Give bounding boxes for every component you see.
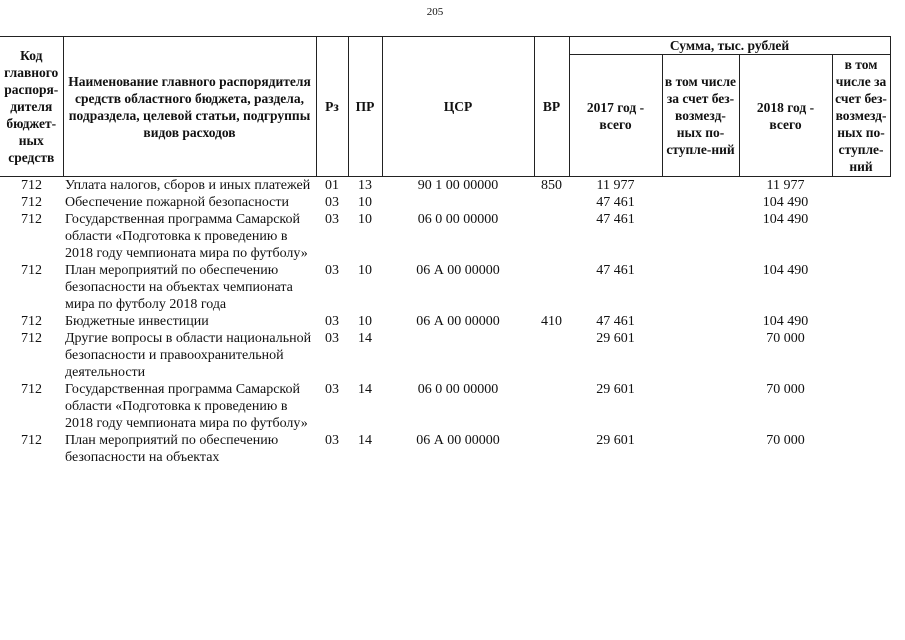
row-vr — [534, 330, 569, 381]
row-2018-gratuitous — [832, 313, 890, 330]
row-2017-gratuitous — [662, 330, 739, 381]
row-csr: 06 А 00 00000 — [416, 263, 500, 278]
row-2017-total: 29 601 — [596, 382, 635, 397]
row-2017-total: 11 977 — [596, 178, 635, 193]
row-2018-gratuitous — [832, 262, 890, 313]
table-row — [0, 330, 890, 381]
row-vr: 850 — [541, 178, 562, 193]
row-2017-gratuitous — [662, 313, 739, 330]
row-2017-total: 47 461 — [596, 314, 635, 329]
row-csr — [382, 194, 534, 211]
row-pr: 10 — [358, 314, 372, 329]
row-csr — [382, 330, 534, 381]
row-name: Государственная программа Самарской области «Подготовка к проведению в 2018 году чемпионата мира по футболу» — [65, 212, 308, 261]
row-2017-total: 29 601 — [596, 331, 635, 346]
row-2018-total: 11 977 — [766, 178, 805, 193]
row-vr — [534, 432, 569, 466]
row-2017-total: 47 461 — [596, 195, 635, 210]
header-pr: ПР — [348, 37, 382, 177]
row-vr: 410 — [541, 314, 562, 329]
row-name: Бюджетные инвестиции — [65, 314, 209, 329]
row-pr: 14 — [358, 331, 372, 346]
row-2018-gratuitous — [832, 177, 890, 195]
row-kod: 712 — [21, 382, 42, 397]
budget-table — [0, 36, 891, 466]
row-kod: 712 — [21, 212, 42, 227]
row-name: План мероприятий по обеспечению безопасности на объектах чемпионата мира по футболу 2018 года — [65, 263, 293, 312]
header-2017-total: 2017 год - всего — [569, 55, 662, 177]
row-name: Уплата налогов, сборов и иных платежей — [65, 178, 311, 193]
table-row — [0, 262, 890, 313]
row-kod: 712 — [21, 178, 42, 193]
row-pr: 10 — [358, 195, 372, 210]
row-kod: 712 — [21, 263, 42, 278]
table-row — [0, 194, 890, 211]
row-kod: 712 — [21, 195, 42, 210]
row-csr: 06 А 00 00000 — [416, 433, 500, 448]
header-2018-total: 2018 год - всего — [739, 55, 832, 177]
row-name: Государственная программа Самарской области «Подготовка к проведению в 2018 году чемпионата мира по футболу» — [65, 382, 308, 431]
header-2018-gratuitous: в том числе за счет без-возмезд-ных по-ступле-ний — [832, 55, 890, 177]
row-2018-total: 104 490 — [762, 195, 809, 210]
page-number: 205 — [426, 6, 444, 18]
row-2018-gratuitous — [832, 194, 890, 211]
table-header — [0, 37, 890, 177]
row-csr: 06 0 00 00000 — [417, 212, 499, 227]
row-2018-total: 70 000 — [766, 331, 805, 346]
row-pr: 10 — [358, 212, 372, 227]
row-2017-total: 47 461 — [596, 212, 635, 227]
row-vr — [534, 381, 569, 432]
row-2017-gratuitous — [662, 177, 739, 195]
row-pr: 14 — [358, 382, 372, 397]
row-vr — [534, 194, 569, 211]
table-row — [0, 313, 890, 330]
table-row — [0, 381, 890, 432]
row-kod: 712 — [21, 433, 42, 448]
row-2018-total: 104 490 — [762, 263, 809, 278]
row-rz: 03 — [325, 195, 339, 210]
header-name: Наименование главного распорядителя средств областного бюджета, раздела, подраздела, целевой статьи, подгруппы видов расходов — [63, 37, 316, 177]
row-pr: 10 — [358, 263, 372, 278]
row-2018-gratuitous — [832, 211, 890, 262]
header-csr: ЦСР — [382, 37, 534, 177]
row-2018-total: 104 490 — [762, 212, 809, 227]
row-2018-total: 70 000 — [766, 382, 805, 397]
row-2018-gratuitous — [832, 330, 890, 381]
table-row — [0, 432, 890, 466]
header-sum: Сумма, тыс. рублей — [569, 37, 890, 55]
header-vr: ВР — [534, 37, 569, 177]
table-row — [0, 177, 890, 195]
row-rz: 03 — [325, 314, 339, 329]
row-rz: 03 — [325, 212, 339, 227]
table-body — [0, 177, 890, 467]
row-name: План мероприятий по обеспечению безопасности на объектах — [65, 433, 279, 465]
row-name: Другие вопросы в области национальной безопасности и правоохранительной деятельности — [65, 331, 312, 380]
row-2017-gratuitous — [662, 194, 739, 211]
row-2017-gratuitous — [662, 381, 739, 432]
row-pr: 14 — [358, 433, 372, 448]
header-rz: Рз — [316, 37, 348, 177]
row-2017-gratuitous — [662, 211, 739, 262]
row-kod: 712 — [21, 314, 42, 329]
row-pr: 13 — [358, 178, 372, 193]
row-2017-gratuitous — [662, 262, 739, 313]
row-2018-total: 70 000 — [766, 433, 805, 448]
row-name: Обеспечение пожарной безопасности — [65, 195, 290, 210]
row-kod: 712 — [21, 331, 42, 346]
row-rz: 03 — [325, 331, 339, 346]
row-rz: 03 — [325, 433, 339, 448]
row-rz: 01 — [325, 178, 339, 193]
row-csr: 06 0 00 00000 — [417, 382, 499, 397]
row-2018-gratuitous — [832, 381, 890, 432]
row-2017-gratuitous — [662, 432, 739, 466]
row-rz: 03 — [325, 263, 339, 278]
row-csr: 90 1 00 00000 — [417, 178, 499, 193]
table-row — [0, 211, 890, 262]
row-2018-gratuitous — [832, 432, 890, 466]
header-kod: Код главного распоря-дителя бюджет-ных средств — [0, 37, 63, 177]
row-csr: 06 А 00 00000 — [416, 314, 500, 329]
row-vr — [534, 211, 569, 262]
row-2018-total: 104 490 — [762, 314, 809, 329]
header-2017-gratuitous: в том числе за счет без-возмезд-ных по-ступле-ний — [662, 55, 739, 177]
row-rz: 03 — [325, 382, 339, 397]
row-2017-total: 29 601 — [596, 433, 635, 448]
row-2017-total: 47 461 — [596, 263, 635, 278]
row-vr — [534, 262, 569, 313]
